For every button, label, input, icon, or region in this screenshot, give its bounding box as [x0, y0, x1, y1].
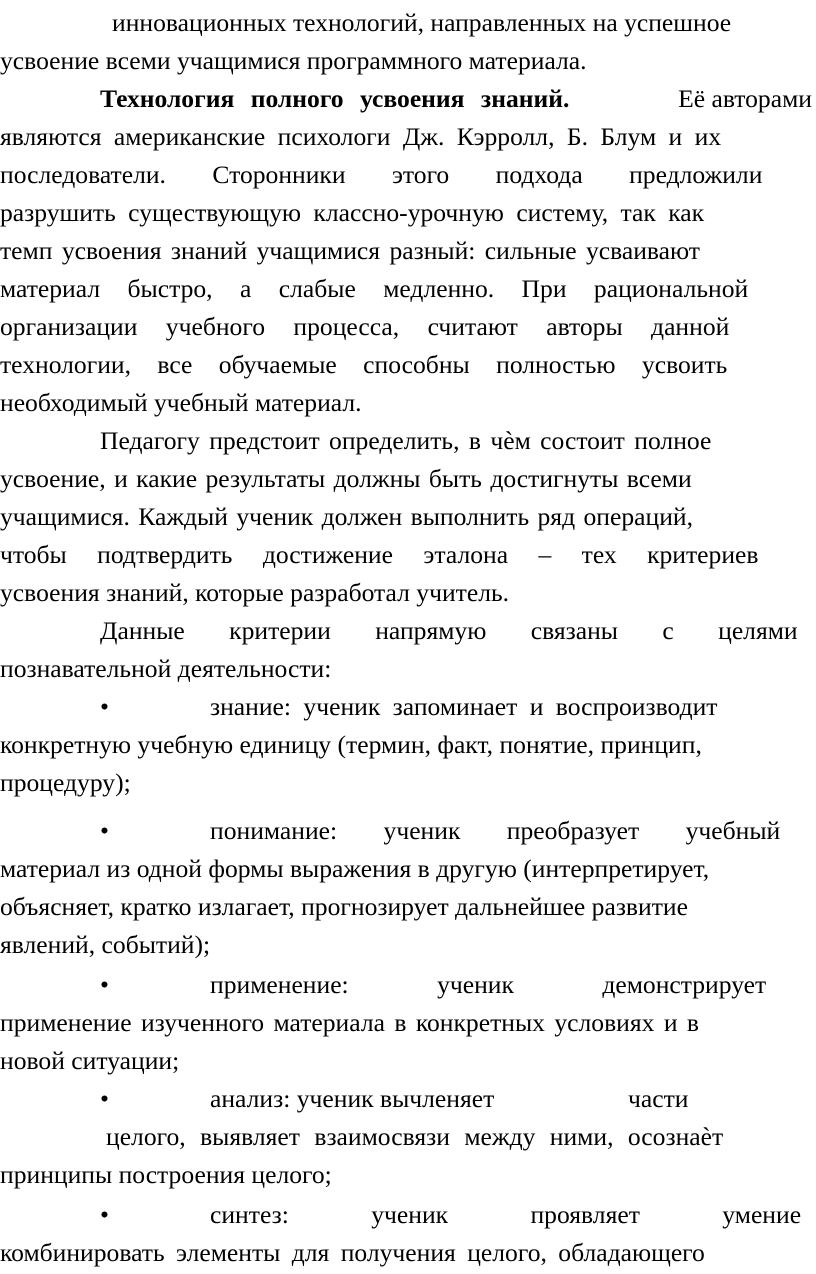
- text-line: [0, 42, 812, 80]
- text-line: [0, 156, 812, 194]
- text-span: синтез: ученик проявляет умение: [210, 1200, 802, 1229]
- text-span: принципы построения целого;: [0, 1160, 332, 1189]
- text-line: [210, 1080, 610, 1118]
- text-span: новой ситуации;: [0, 1046, 180, 1075]
- bullet-mark: •: [100, 1084, 109, 1113]
- text-line: [0, 194, 812, 232]
- text-span: материал из одной формы выражения в другую (интерпретирует,: [0, 854, 710, 883]
- bullet: [100, 812, 124, 850]
- text-line: [0, 498, 812, 536]
- section-heading: Технология полного усвоения знаний.: [100, 84, 570, 113]
- text-span: инновационных технологий, направленных на успешное: [112, 8, 732, 37]
- text-line: [0, 536, 812, 574]
- text-span: знание: ученик запоминает и воспроизводит: [210, 692, 718, 721]
- text-span: усвоение всеми учащимися программного материала.: [0, 46, 587, 75]
- text-span: объясняет, кратко излагает, прогнозирует дальнейшее развитие: [0, 892, 688, 921]
- text-span: разрушить существующую классно-урочную систему, так как: [0, 198, 705, 227]
- text-span: явлений, событий);: [0, 930, 211, 959]
- bullet: [100, 1080, 124, 1118]
- text-span: применение: ученик демонстрирует: [210, 970, 767, 999]
- text-span: материал быстро, а слабые медленно. При рациональной: [0, 274, 749, 303]
- text-span: понимание: ученик преобразует учебный: [210, 816, 781, 845]
- bullet: [100, 688, 124, 726]
- text-line: [0, 764, 812, 802]
- bullet: [100, 966, 124, 1004]
- text-line: [0, 574, 812, 612]
- text-span: Данные критерии напрямую связаны с целями: [100, 616, 798, 645]
- text-line: [100, 612, 812, 650]
- bullet: [100, 1196, 124, 1234]
- text-line: [210, 966, 812, 1004]
- text-line: [112, 4, 812, 42]
- text-line: [0, 1234, 812, 1272]
- text-line: [0, 118, 812, 156]
- text-line: [0, 308, 812, 346]
- text-span: последователи. Сторонники этого подхода предложили: [0, 160, 763, 189]
- text-span: Её авторами: [678, 84, 812, 113]
- text-span: применение изученного материала в конкретных условиях и в: [0, 1008, 699, 1037]
- text-line: [0, 346, 812, 384]
- text-line: [628, 1080, 748, 1118]
- text-line: [100, 80, 812, 118]
- text-span: познавательной деятельности:: [0, 654, 332, 683]
- text-span: части: [628, 1084, 689, 1113]
- text-span: являются американские психологи Дж. Кэрролл, Б. Блум и их: [0, 122, 722, 151]
- text-line: [100, 422, 812, 460]
- text-span: анализ: ученик вычленяет: [210, 1084, 495, 1113]
- text-line: [0, 888, 812, 926]
- text-line: [0, 460, 812, 498]
- text-line: [210, 1196, 812, 1234]
- text-span: чтобы подтвердить достижение эталона – тех критериев: [0, 540, 759, 569]
- text-span: учащимися. Каждый ученик должен выполнить ряд операций,: [0, 502, 693, 531]
- text-span: комбинировать элементы для получения целого, обладающего: [0, 1238, 705, 1267]
- text-line: [106, 1118, 812, 1156]
- text-span: усвоение, и какие результаты должны быть достигнуты всеми: [0, 464, 692, 493]
- text-line: [0, 384, 812, 422]
- text-line: [0, 650, 812, 688]
- text-line: [0, 1156, 812, 1194]
- text-span: Педагогу предстоит определить, в чѐм состоит полное: [100, 426, 712, 455]
- text-line: [0, 1042, 812, 1080]
- text-line: [0, 926, 812, 964]
- text-span: процедуру);: [0, 768, 131, 797]
- bullet-mark: •: [100, 692, 109, 721]
- text-line: [0, 726, 812, 764]
- bullet-mark: •: [100, 816, 109, 845]
- text-span: организации учебного процесса, считают авторы данной: [0, 312, 730, 341]
- text-line: [0, 1004, 812, 1042]
- text-span: усвоения знаний, которые разработал учитель.: [0, 578, 510, 607]
- bullet-mark: •: [100, 970, 109, 999]
- text-span: конкретную учебную единицу (термин, факт, понятие, принцип,: [0, 730, 702, 759]
- text-line: [0, 232, 812, 270]
- text-line: [0, 270, 812, 308]
- text-line: [210, 688, 812, 726]
- bullet-mark: •: [100, 1200, 109, 1229]
- text-line: [210, 812, 812, 850]
- text-line: [0, 850, 812, 888]
- text-span: целого, выявляет взаимосвязи между ними, осознаѐт: [106, 1122, 724, 1151]
- text-span: необходимый учебный материал.: [0, 388, 362, 417]
- text-span: технологии, все обучаемые способны полностью усвоить: [0, 350, 728, 379]
- text-span: темп усвоения знаний учащимися разный: сильные усваивают: [0, 236, 700, 265]
